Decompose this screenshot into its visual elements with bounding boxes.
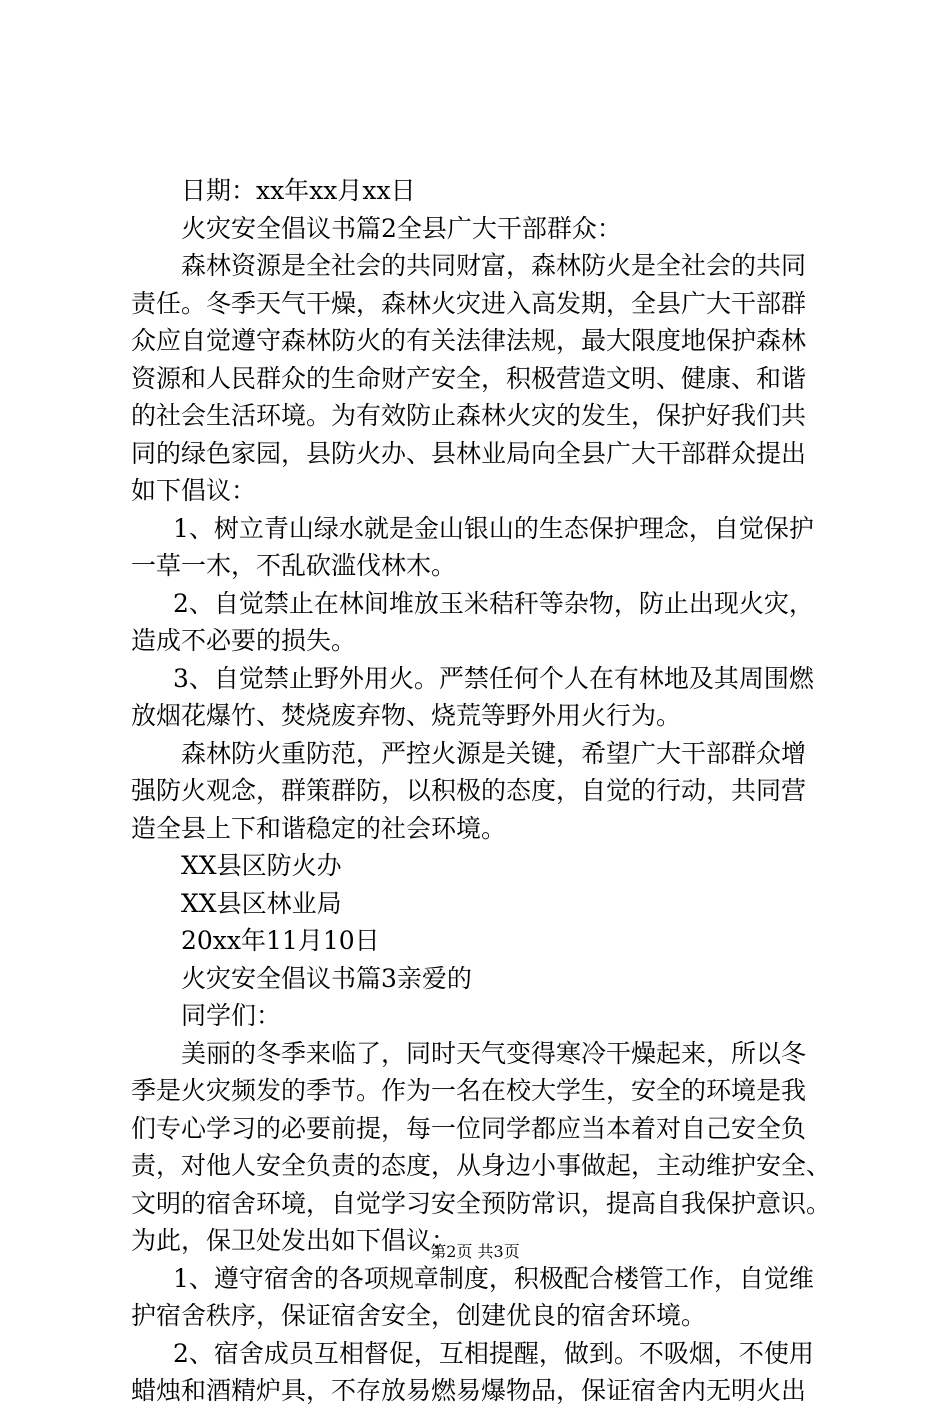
text-line: 众应自觉遵守森林防火的有关法律法规，最大限度地保护森林 <box>131 326 807 355</box>
text-line: 3、自觉禁止野外用火。严禁任何个人在有林地及其周围燃 <box>173 663 814 693</box>
text-line: 如下倡议： <box>131 476 257 505</box>
text-line: 的社会生活环境。为有效防止森林火灾的发生，保护好我们共 <box>131 401 807 430</box>
text-line: 森林资源是全社会的共同财富，森林防火是全社会的共同 <box>181 251 807 280</box>
text-line: 造全县上下和谐稳定的社会环境。 <box>131 813 507 843</box>
text-line: 为此，保卫处发出如下倡议： <box>131 1226 457 1255</box>
text-line: 美丽的冬季来临了，同时天气变得寒冷干燥起来，所以冬 <box>181 1038 807 1068</box>
text-line: 护宿舍秩序，保证宿舍安全，创建优良的宿舍环境。 <box>131 1301 707 1330</box>
text-line: 造成不必要的损失。 <box>131 626 357 655</box>
text-line: 20xx年11月10日 <box>181 926 380 955</box>
text-line: 放烟花爆竹、焚烧废弃物、烧荒等野外用火行为。 <box>131 701 682 730</box>
text-line: 文明的宿舍环境，自觉学习安全预防常识，提高自我保护意识。 <box>131 1188 832 1218</box>
text-line: 火灾安全倡议书篇3亲爱的 <box>181 963 472 993</box>
document-body <box>131 172 836 1410</box>
text-line: 1、遵守宿舍的各项规章制度，积极配合楼管工作，自觉维 <box>173 1263 814 1293</box>
text-line: 蜡烛和酒精炉具，不存放易燃易爆物品，保证宿舍内无明火出 <box>131 1376 807 1405</box>
text-line: XX县区林业局 <box>181 888 342 918</box>
text-line: 一草一木，不乱砍滥伐林木。 <box>131 551 457 580</box>
text-line: 森林防火重防范，严控火源是关键，希望广大干部群众增 <box>181 738 807 768</box>
text-line: 1、树立青山绿水就是金山银山的生态保护理念，自觉保护 <box>173 513 814 543</box>
text-line: 责，对他人安全负责的态度，从身边小事做起，主动维护安全、 <box>131 1151 832 1180</box>
page-footer: 第2页 共3页 <box>430 1242 520 1261</box>
text-line: 们专心学习的必要前提，每一位同学都应当本着对自己安全负 <box>131 1113 807 1143</box>
text-line: 2、宿舍成员互相督促，互相提醒，做到。不吸烟，不使用 <box>173 1338 814 1368</box>
text-line: 火灾安全倡议书篇2全县广大干部群众： <box>181 213 622 243</box>
text-line: 同的绿色家园，县防火办、县林业局向全县广大干部群众提出 <box>131 438 807 468</box>
text-line: 强防火观念，群策群防，以积极的态度，自觉的行动，共同营 <box>131 776 807 805</box>
text-line: 2、自觉禁止在林间堆放玉米秸秆等杂物，防止出现火灾， <box>173 588 814 618</box>
text-line: XX县区防火办 <box>181 851 342 880</box>
text-line: 同学们： <box>181 1001 282 1030</box>
text-line: 季是火灾频发的季节。作为一名在校大学生，安全的环境是我 <box>131 1076 807 1105</box>
text-line: 责任。冬季天气干燥，森林火灾进入高发期，全县广大干部群 <box>131 288 807 318</box>
text-line: 资源和人民群众的生命财产安全，积极营造文明、健康、和谐 <box>131 363 807 393</box>
text-line: 日期：xx年xx月xx日 <box>181 176 416 205</box>
